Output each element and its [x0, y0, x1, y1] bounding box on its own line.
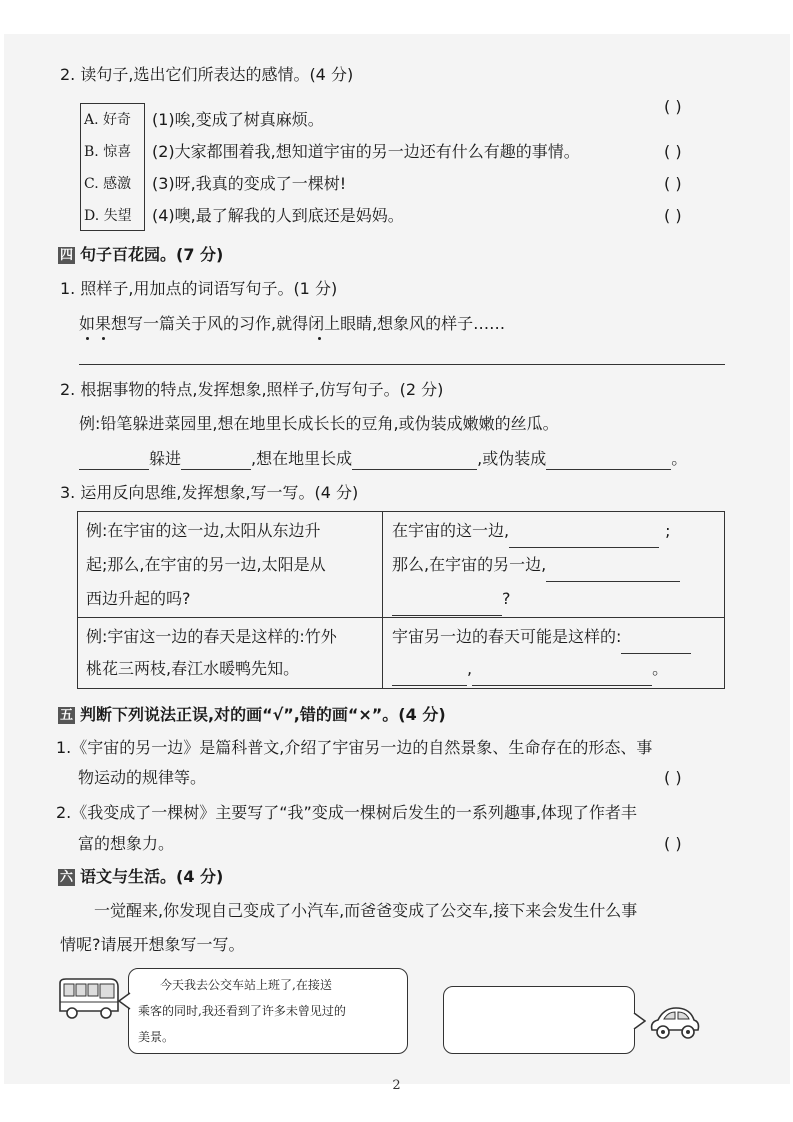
- answer-paren-2[interactable]: ( ): [664, 142, 682, 161]
- bubble-line-1: 今天我去公交车站上班了,在接送: [160, 978, 332, 992]
- answer-paren-6[interactable]: ( ): [664, 834, 682, 853]
- q2-title: 2. 读句子,选出它们所表达的感情。(4 分): [60, 65, 354, 84]
- fill-blank[interactable]: [79, 451, 149, 470]
- q2-sentence-2: (2)大家都围着我,想知道宇宙的另一边还有什么有趣的事情。: [152, 142, 580, 161]
- s6-prompt-line-2: 情呢?请展开想象写一写。: [60, 935, 245, 954]
- fill-blank[interactable]: [352, 451, 477, 470]
- table-cell-answer-2-line-1: 宇宙另一边的春天可能是这样的:: [392, 620, 691, 654]
- section-4-title: 句子百花园。(7 分): [80, 245, 224, 264]
- fill-blank[interactable]: [472, 663, 652, 686]
- answer-paren-4[interactable]: ( ): [664, 206, 682, 225]
- car-icon: [648, 1004, 702, 1042]
- s5-item-1-line-1: 1.《宇宙的另一边》是篇科普文,介绍了宇宙另一边的自然景象、生命存在的形态、事: [56, 738, 653, 757]
- answer-paren-3[interactable]: ( ): [664, 174, 682, 193]
- s5-item-1-line-2: 物运动的规律等。: [78, 768, 207, 787]
- s4-q1-title: 1. 照样子,用加点的词语写句子。(1 分): [60, 279, 338, 298]
- section-6-title: 语文与生活。(4 分): [80, 867, 224, 886]
- s4-q1-example: 如果想写一篇关于风的习作,就得闭上眼睛,想象风的样子……: [79, 314, 506, 333]
- s5-item-2-line-2: 富的想象力。: [78, 834, 175, 853]
- answer-paren-5[interactable]: ( ): [664, 768, 682, 787]
- option-b: B. 惊喜: [84, 144, 132, 160]
- section-5-title: 判断下列说法正误,对的画“√”,错的画“×”。(4 分): [80, 705, 446, 724]
- table-cell-example-2-line-2: 桃花三两枝,春江水暖鸭先知。: [86, 659, 300, 678]
- option-c: C. 感激: [84, 176, 132, 192]
- q2-sentence-3: (3)呀,我真的变成了一棵树!: [152, 174, 347, 193]
- emphasis-dot: [102, 337, 105, 340]
- section-4-number: 四: [59, 248, 73, 263]
- s5-item-2-line-1: 2.《我变成了一棵树》主要写了“我”变成一棵树后发生的一系列趣事,体现了作者丰: [56, 803, 637, 822]
- section-4-heading: [58, 244, 223, 266]
- fill-blank[interactable]: [546, 559, 680, 582]
- fill-blank[interactable]: [509, 525, 659, 548]
- s4-q1-answer-line[interactable]: [79, 364, 725, 365]
- fill-blank[interactable]: [546, 451, 671, 470]
- section-6-number: 六: [59, 870, 73, 885]
- s6-prompt-line-1: 一觉醒来,你发现自己变成了小汽车,而爸爸变成了公交车,接下来会发生什么事: [94, 901, 638, 920]
- page-number: 2: [392, 1078, 401, 1093]
- option-d: D. 失望: [84, 208, 132, 224]
- emphasis-dot: [318, 337, 321, 340]
- table-cell-example-1-line-3: 西边升起的吗?: [86, 589, 191, 608]
- answer-paren-1[interactable]: ( ): [664, 97, 682, 116]
- table-cell-answer-2-line-2: , 。: [392, 652, 668, 686]
- bubble-tail: [632, 1012, 646, 1030]
- section-5-heading: [58, 704, 446, 726]
- fill-blank[interactable]: [392, 593, 502, 616]
- table-cell-answer-1-line-2: 那么,在宇宙的另一边,: [392, 548, 680, 582]
- q2-sentence-1: (1)唉,变成了树真麻烦。: [152, 110, 324, 129]
- s4-q3-title: 3. 运用反向思维,发挥想象,写一写。(4 分): [60, 483, 359, 502]
- table-cell-example-1-line-2: 起;那么,在宇宙的另一边,太阳是从: [86, 555, 326, 574]
- emphasis-dot: [86, 337, 89, 340]
- s4-q2-fill-line: 躲进 ,想在地里长成 ,或伪装成 。: [79, 448, 687, 470]
- table-cell-example-2-line-1: 例:宇宙这一边的春天是这样的:竹外: [86, 627, 337, 646]
- table-cell-answer-1-line-1: 在宇宙的这一边, ;: [392, 514, 670, 548]
- fill-blank[interactable]: [621, 631, 691, 654]
- fill-blank[interactable]: [392, 663, 467, 686]
- bubble-line-3: 美景。: [138, 1030, 175, 1044]
- bubble-line-2: 乘客的同时,我还看到了许多未曾见过的: [138, 1004, 346, 1018]
- car-speech-bubble[interactable]: [443, 986, 635, 1054]
- section-6-heading: [58, 866, 223, 888]
- table-cell-answer-1-line-3: ?: [392, 582, 511, 616]
- bus-icon: [56, 977, 122, 1021]
- q2-sentence-4: (4)噢,最了解我的人到底还是妈妈。: [152, 206, 404, 225]
- s4-q2-title: 2. 根据事物的特点,发挥想象,照样子,仿写句子。(2 分): [60, 380, 444, 399]
- table-cell-example-1-line-1: 例:在宇宙的这一边,太阳从东边升: [86, 521, 321, 540]
- section-5-number: 五: [59, 708, 73, 723]
- s4-q2-example: 例:铅笔躲进菜园里,想在地里长成长长的豆角,或伪装成嫩嫩的丝瓜。: [79, 414, 559, 433]
- reverse-thinking-table: [77, 511, 725, 689]
- option-a: A. 好奇: [84, 112, 132, 128]
- bubble-tail: [118, 992, 132, 1010]
- fill-blank[interactable]: [181, 451, 251, 470]
- emotion-options-box: [80, 103, 145, 231]
